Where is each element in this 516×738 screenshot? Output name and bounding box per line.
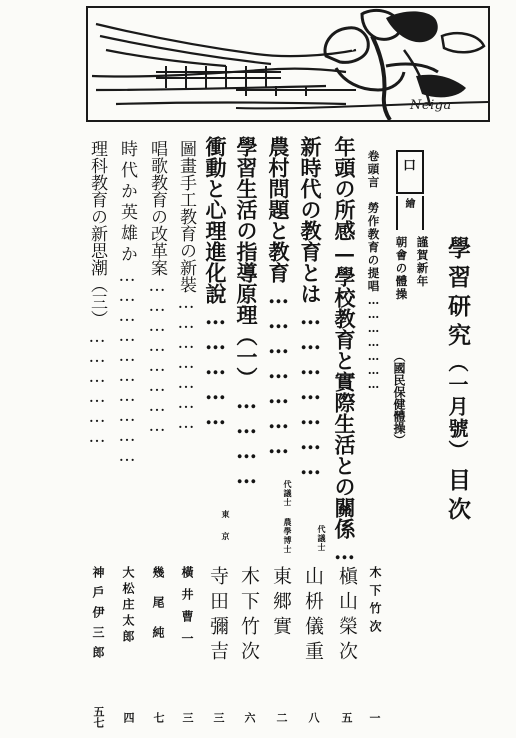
entry-title: 圖畫手工教育の新裝 (176, 140, 196, 293)
frontispiece-label: 口 (400, 158, 415, 171)
author-name: 大松庄太郎 (121, 566, 135, 646)
author-name: 東郷實 (270, 566, 292, 641)
entry-author (152, 566, 164, 656)
entry-leader: ………………… (266, 283, 291, 458)
entry-author (208, 566, 227, 666)
page-number: 三 (181, 712, 194, 723)
author-name: 神戶伊三郎 (91, 566, 105, 666)
sky-strokes (92, 24, 356, 104)
toc-entry (367, 150, 379, 391)
entry-page (244, 712, 255, 723)
frontispiece-box (396, 150, 424, 194)
affiliation-label: 東京 (221, 510, 231, 554)
frontispiece-bar (396, 196, 424, 230)
entry-page (182, 712, 193, 723)
toc-entry (118, 140, 135, 466)
page-number: 七 (152, 712, 165, 723)
toc-entry (236, 136, 257, 488)
entry-page (93, 706, 104, 728)
author-name: 山枡儀重 (302, 566, 324, 666)
frontispiece-sublabel: 繪 (403, 198, 414, 208)
entry-page (341, 712, 352, 723)
entry-page (153, 712, 164, 723)
entry-title: 新時代の教育とは (298, 136, 323, 304)
entry-page (308, 712, 319, 723)
entry-title: 學習生活の指導原理（一） (234, 136, 259, 388)
toc-entry (205, 136, 226, 429)
author-name: 槇山榮次 (336, 566, 358, 666)
page-title: 學習研究 (444, 236, 471, 352)
entry-leader: ………………… (176, 293, 196, 433)
page-number: 二 (275, 712, 288, 723)
entry-affiliation (222, 510, 230, 554)
entry-leader: ………………… (366, 293, 381, 391)
frontispiece-item-label: 謹賀新年 (415, 236, 430, 288)
toc-entry (88, 140, 105, 447)
title-suffix: 目次 (444, 468, 471, 526)
issue-label: （一月號） (445, 352, 469, 462)
entry-author (92, 566, 104, 666)
entry-author (369, 566, 381, 638)
entry-page (369, 712, 380, 723)
page-number: 六 (243, 712, 256, 723)
entry-title: 卷頭言 勞作教育の提唱 (366, 150, 381, 293)
author-name: 幾尾純 (151, 566, 165, 656)
frontispiece-item (416, 236, 428, 288)
entry-title: 衝動と心理進化說 (203, 136, 228, 304)
author-name: 木下竹次 (238, 566, 260, 666)
toc-entry (268, 136, 289, 458)
entry-leader: ………… (234, 388, 259, 488)
entry-page (213, 712, 224, 723)
entry-leader: … (332, 539, 357, 564)
entry-author (271, 566, 290, 641)
page-number: 四 (122, 712, 135, 723)
affiliation-label: 代議士 農學博士 (283, 480, 293, 554)
author-name: 木下竹次 (368, 566, 382, 638)
entry-page (276, 712, 287, 723)
entry-title: 年頭の所感—學校教育と實際生活との關係 (332, 136, 357, 539)
page-number: 五 (340, 712, 353, 723)
page-number: 三 (212, 712, 225, 723)
affiliation-label: 代議士 (317, 525, 327, 552)
toc-entry (148, 140, 165, 436)
frontispiece-item-note: （國民保健體操） (392, 350, 406, 446)
entry-leader: ……………… (87, 327, 107, 447)
toc-entry (177, 140, 194, 433)
entry-page (123, 712, 134, 723)
entry-title: 理科教育の新思潮（三） (87, 140, 107, 327)
frontispiece-item (395, 236, 407, 301)
toc-entry (334, 136, 355, 564)
entry-author (303, 566, 322, 666)
entry-affiliation (318, 525, 326, 552)
page-number: 一 (368, 712, 381, 723)
toc-entry (300, 136, 321, 479)
artist-signature: Neiga (410, 98, 452, 113)
entry-author (181, 566, 193, 654)
entry-affiliation (283, 480, 293, 554)
entry-leader: …………… (203, 304, 228, 429)
entry-title: 唱歌教育の改革案 (147, 140, 167, 276)
entry-title: 農村問題と教育 (266, 136, 291, 283)
entry-title: 時代か英雄か (117, 140, 137, 266)
frontispiece-item-label: 朝會の體操 (394, 236, 409, 301)
title-column (446, 236, 469, 526)
page-number: 八 (307, 712, 320, 723)
author-name: 橫井曹一 (180, 566, 194, 654)
page-number: 五七 (92, 706, 105, 728)
author-name: 寺田彌吉 (207, 566, 229, 666)
entry-leader: …………………… (147, 276, 167, 436)
entry-author (122, 566, 134, 646)
entry-leader: ………………… (298, 304, 323, 479)
entry-author (239, 566, 258, 666)
entry-author (337, 566, 356, 666)
entry-leader: ………………………… (117, 266, 137, 466)
frontispiece-note (393, 350, 405, 446)
